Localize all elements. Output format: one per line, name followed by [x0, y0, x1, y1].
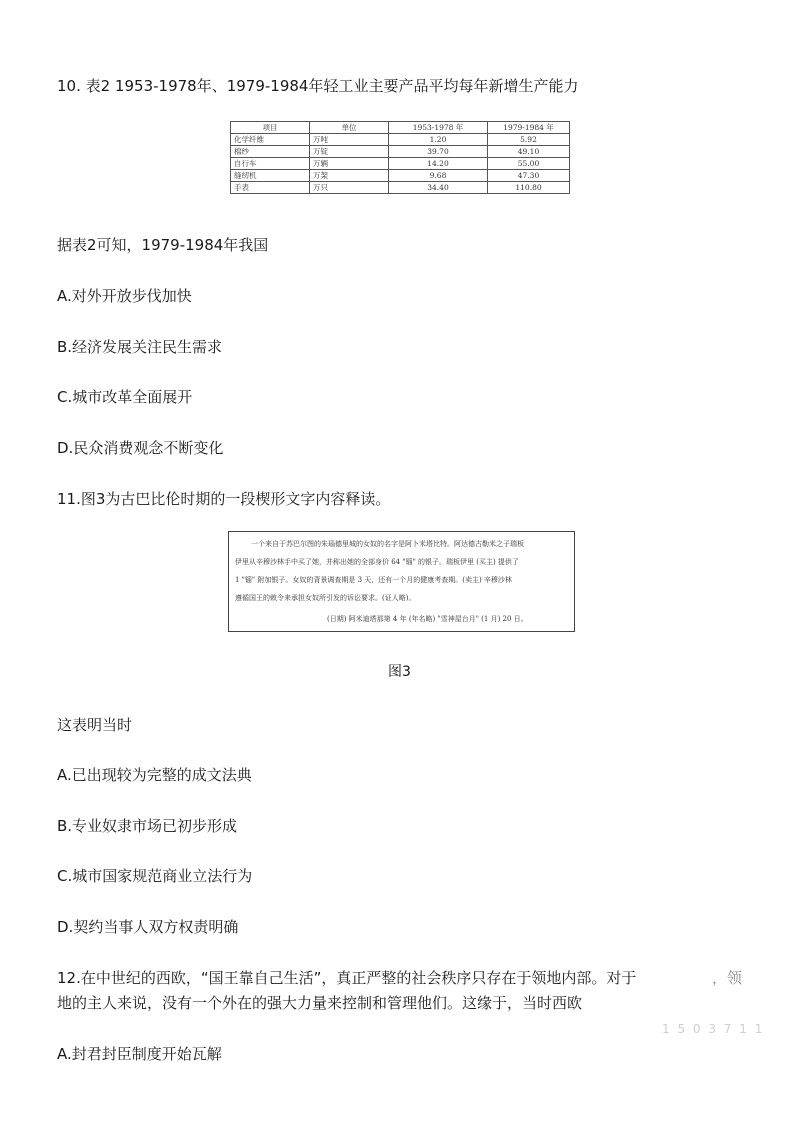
- q11-title: 11.图3为古巴比伦时期的一段楔形文字内容释读。: [57, 490, 391, 508]
- watermark-text: 1 5 0 3 7 1 1: [662, 1022, 765, 1036]
- table-row: [231, 182, 570, 194]
- table-cell: 万只: [310, 182, 389, 194]
- table-cell: 棉纱: [231, 146, 310, 158]
- table-row: [231, 158, 570, 170]
- cuneiform-translation-box: [228, 531, 575, 632]
- q10-option-c: C.城市改革全面展开: [57, 388, 193, 406]
- q11-option-a: A.已出现较为完整的成文法典: [57, 766, 252, 784]
- table-row: [231, 134, 570, 146]
- box-line: 遵循国王的敕令来承担女奴所引发的诉讼要求。(证人略)。: [235, 594, 416, 602]
- figure-caption: 图3: [388, 664, 411, 680]
- q11-option-b: B.专业奴隶市场已初步形成: [57, 817, 238, 835]
- q11-option-c: C.城市国家规范商业立法行为: [57, 867, 253, 885]
- table-cell: 万架: [310, 170, 389, 182]
- table-row: [231, 146, 570, 158]
- table-row: [231, 170, 570, 182]
- table-cell: 手表: [231, 182, 310, 194]
- q10-option-a: A.对外开放步伐加快: [57, 287, 192, 305]
- q10-option-b: B.经济发展关注民生需求: [57, 338, 223, 356]
- table-cell: 110.80: [488, 182, 570, 194]
- q10-title: 10. 表2 1953-1978年、1979-1984年轻工业主要产品平均每年新增生产能力: [57, 77, 579, 95]
- table-cell: 9.68: [389, 170, 488, 182]
- table-header-cell: 单位: [310, 122, 389, 134]
- table-cell: 万吨: [310, 134, 389, 146]
- box-line: 1 "锱" 附加银子。女奴的背景调查期是 3 天，还有一个月的健康考查期。(卖主) 辛穆沙林: [235, 576, 512, 584]
- table-cell: 1.20: [389, 134, 488, 146]
- table-header-cell: 项目: [231, 122, 310, 134]
- table-cell: 39.70: [389, 146, 488, 158]
- table-cell: 缝纫机: [231, 170, 310, 182]
- production-table: [230, 121, 570, 194]
- table-cell: 化学纤维: [231, 134, 310, 146]
- q12-line-1: 12.在中世纪的西欧，“国王靠自己生活”，真正严整的社会秩序只存在于领地内部。对于: [57, 969, 637, 987]
- q11-option-d: D.契约当事人双方权责明确: [57, 918, 239, 936]
- table-cell: 55.00: [488, 158, 570, 170]
- table-header-row: [231, 122, 570, 134]
- table-header-cell: 1979-1984 年: [488, 122, 570, 134]
- q12-option-a: A.封君封臣制度开始瓦解: [57, 1045, 222, 1063]
- q10-option-d: D.民众消费观念不断变化: [57, 439, 224, 457]
- table-cell: 5.92: [488, 134, 570, 146]
- q10-stem: 据表2可知，1979-1984年我国: [57, 236, 269, 254]
- table-cell: 自行车: [231, 158, 310, 170]
- table-cell: 14.20: [389, 158, 488, 170]
- table-cell: 47.30: [488, 170, 570, 182]
- q12-line-2: 地的主人来说，没有一个外在的强大力量来控制和管理他们。这缘于，当时西欧: [57, 994, 583, 1012]
- q11-stem: 这表明当时: [57, 716, 133, 734]
- table-cell: 万锭: [310, 146, 389, 158]
- table-cell: 34.40: [389, 182, 488, 194]
- table-cell: 万辆: [310, 158, 389, 170]
- box-line: 一个来自于苏巴尔图的朱瑙德里城的女奴的名字是阿卜米塔比特。阿达德古勒米之子瑞板: [251, 540, 524, 548]
- table-cell: 49.10: [488, 146, 570, 158]
- box-line: (日期) 阿米迪塔那第 4 年 (年名略) "雪神屋台月" (1 月) 20 日。: [327, 615, 528, 623]
- q12-line-1-tail: ，领: [712, 969, 743, 987]
- box-line: 伊里从辛穆沙林手中买了她，并称出她的全部身价 64 "锱" 的银子。瑞板伊里 (买主) 提供了: [235, 558, 519, 566]
- table-header-cell: 1953-1978 年: [389, 122, 488, 134]
